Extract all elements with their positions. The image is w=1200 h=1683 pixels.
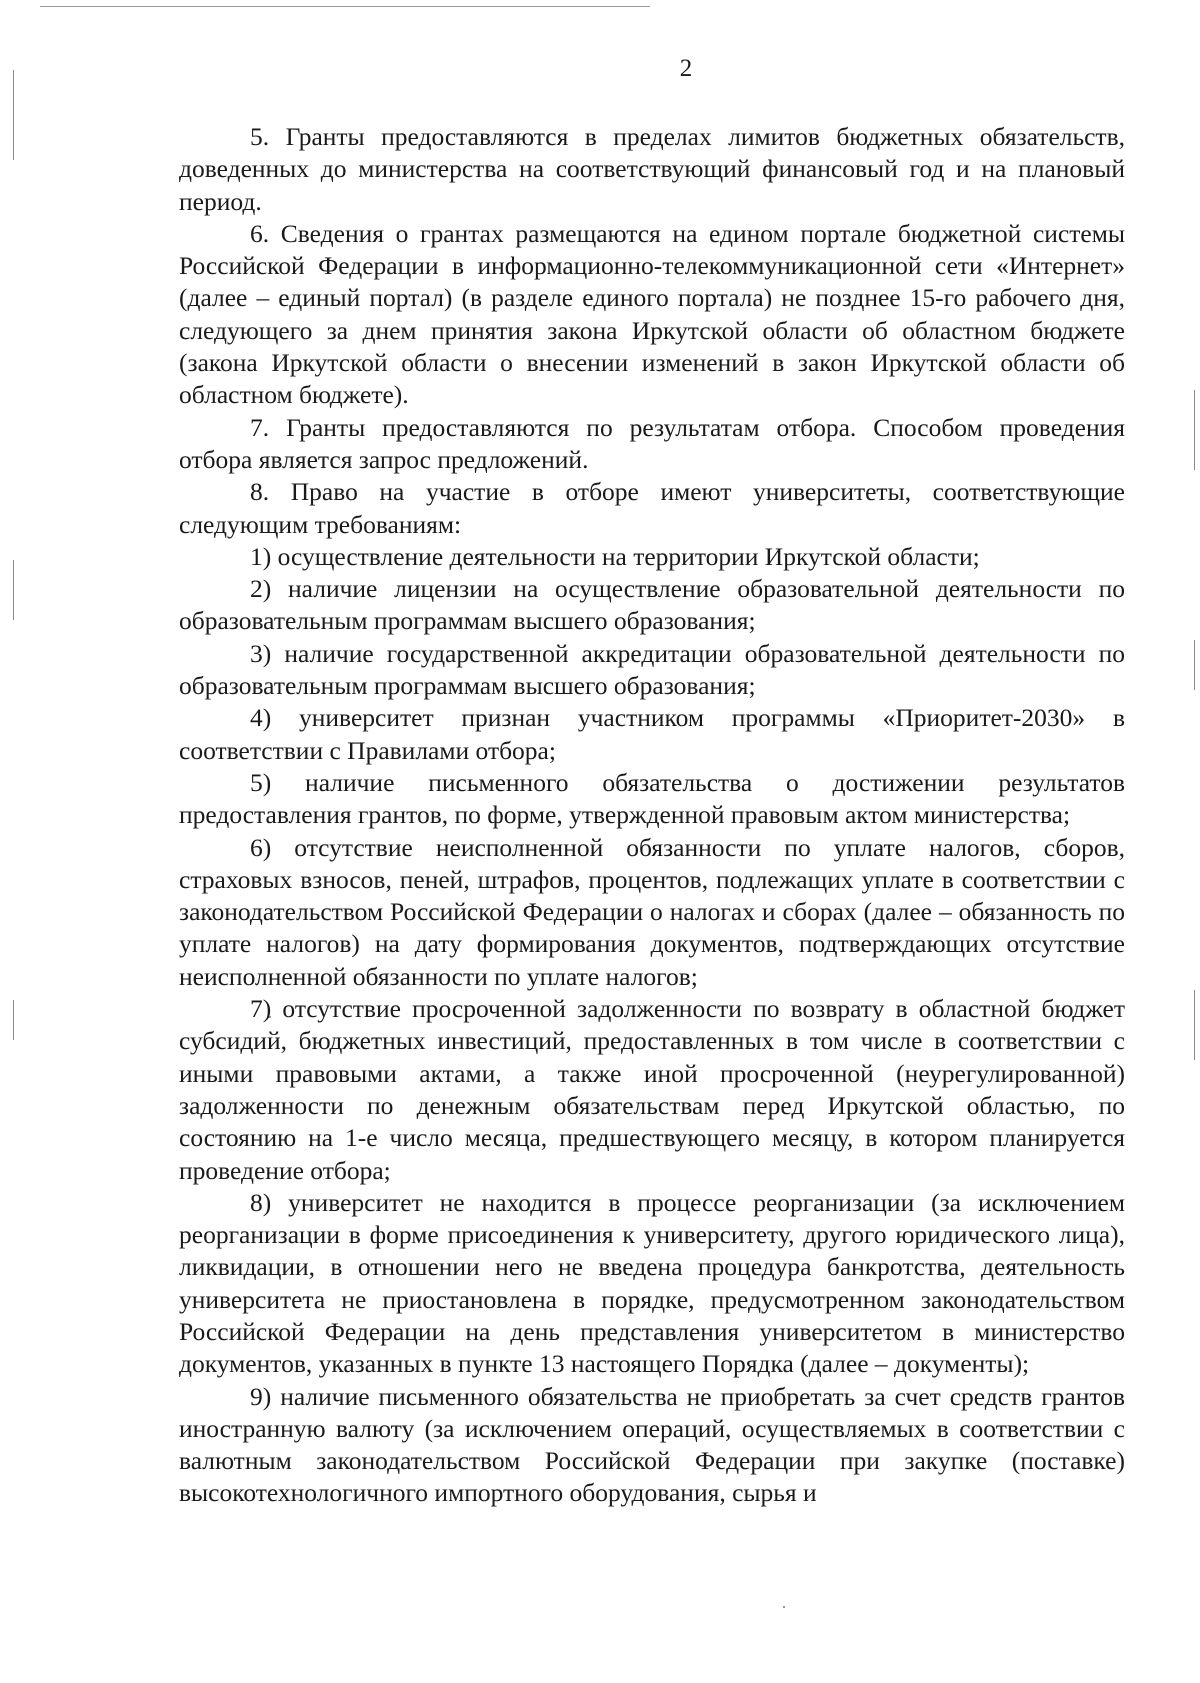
scan-artifact-right-edge-2	[1194, 640, 1195, 690]
requirement-9: 9) наличие письменного обязательства не приобретать за счет средств грантов иностранную валюту (за исключением операций, осуществляемых в соответствии с валютным законодательством Российской Федерации при закупке (поставке) высокотехнологичного импортного оборудования, сырья и	[179, 1381, 1125, 1508]
scan-artifact-dot-2	[783, 1606, 785, 1608]
paragraph-item-7: 7. Гранты предоставляются по результатам отбора. Способом проведения отбора является запрос предложений.	[179, 412, 1125, 474]
paragraph-item-5: 5. Гранты предоставляются в пределах лимитов бюджетных обязательств, доведенных до министерства на соответствующий финансовый год и на плановый период.	[179, 122, 1125, 216]
document-body	[179, 121, 1125, 1510]
scan-artifact-left-edge-3	[13, 1000, 14, 1040]
scan-artifact-top-line	[40, 6, 650, 7]
requirement-7: 7) отсутствие просроченной задолженности по возврату в областной бюджет субсидий, бюджетных инвестиций, предоставленных в том числе в соответствии с иными правовыми актами, а также иной просроченной (неурегулированной) задолженности по денежным обязательствам перед Иркутской областью, по состоянию на 1-е число месяца, предшествующего месяцу, в котором планируется проведение отбора;	[179, 994, 1125, 1185]
requirement-5: 5) наличие письменного обязательства о достижении результатов предоставления грантов, по форме, утвержденной правовым актом министерства;	[179, 767, 1125, 830]
scan-artifact-right-edge-3	[1194, 990, 1195, 1060]
scan-artifact-left-edge-2	[13, 560, 14, 620]
requirement-1: 1) осуществление деятельности на территории Иркутской области;	[250, 541, 980, 571]
scan-artifact-right-edge-1	[1194, 390, 1195, 470]
requirement-2: 2) наличие лицензии на осуществление образовательной деятельности по образовательным программам высшего образования;	[179, 574, 1125, 636]
requirement-8: 8) университет не находится в процессе реорганизации (за исключением реорганизации в форме присоединения к университету, другого юридического лица), ликвидации, в отношении него не введена процедура банкротства, деятельность университета не приостановлена в порядке, предусмотренном законодательством Российской Федерации на день представления университетом в министерство документов, указанных в пункте 13 настоящего Порядка (далее – документы);	[179, 1187, 1125, 1379]
page-number: 2	[679, 55, 693, 82]
requirement-4: 4) университет признан участником программы «Приоритет-2030» в соответствии с Правилами отбора;	[179, 703, 1125, 765]
requirement-6: 6) отсутствие неисполненной обязанности по уплате налогов, сборов, страховых взносов, пеней, штрафов, процентов, подлежащих уплате в соответствии с законодательством Российской Федерации о налогах и сборах (далее – обязанность по уплате налогов) на дату формирования документов, подтверждающих отсутствие неисполненной обязанности по уплате налогов;	[179, 832, 1125, 991]
paragraph-item-8: 8. Право на участие в отборе имеют университеты, соответствующие следующим требованиям:	[179, 477, 1125, 539]
paragraph-item-6: 6. Сведения о грантах размещаются на едином портале бюджетной системы Российской Федерации в информационно-телекоммуникационной сети «Интернет» (далее – единый портал) (в разделе единого портала) не позднее 15-го рабочего дня, следующего за днем принятия закона Иркутской области об областном бюджете (закона Иркутской области о внесении изменений в закон Иркутской области об областном бюджете).	[179, 218, 1125, 410]
requirement-3: 3) наличие государственной аккредитации образовательной деятельности по образовательным программам высшего образования;	[179, 638, 1125, 701]
